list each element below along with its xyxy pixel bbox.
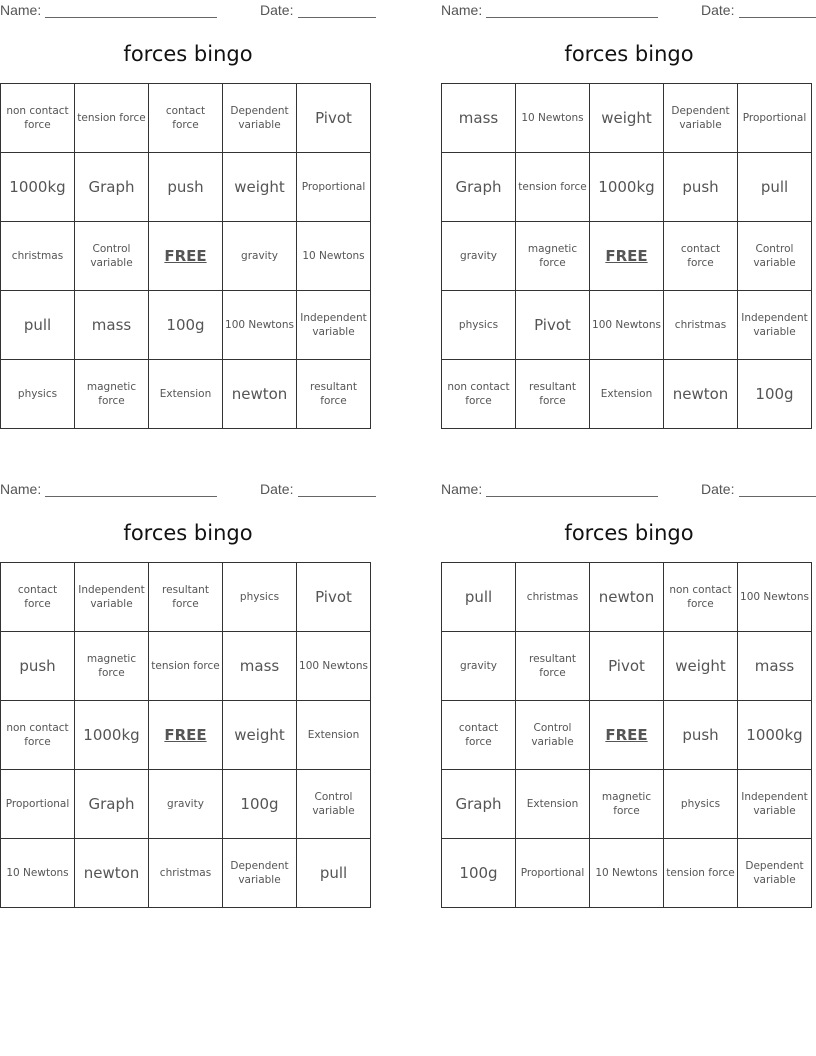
name-label: Name: bbox=[441, 2, 483, 18]
bingo-cell: push bbox=[149, 153, 223, 222]
free-space-cell: FREE bbox=[590, 701, 664, 770]
bingo-cell: resultant force bbox=[516, 360, 590, 429]
name-label: Name: bbox=[0, 481, 42, 497]
bingo-row bbox=[1, 360, 371, 429]
bingo-cell: Dependent variable bbox=[664, 84, 738, 153]
bingo-cell: 100 Newtons bbox=[297, 632, 371, 701]
bingo-cell: gravity bbox=[442, 632, 516, 701]
bingo-cell: resultant force bbox=[516, 632, 590, 701]
bingo-grid bbox=[441, 562, 812, 908]
bingo-cell: contact force bbox=[442, 701, 516, 770]
bingo-cell: Extension bbox=[516, 770, 590, 839]
bingo-row bbox=[1, 291, 371, 360]
date-label: Date: bbox=[260, 481, 294, 497]
bingo-grid bbox=[441, 83, 812, 429]
bingo-row bbox=[442, 222, 812, 291]
bingo-row bbox=[442, 770, 812, 839]
bingo-cell: physics bbox=[442, 291, 516, 360]
bingo-cell: 1000kg bbox=[738, 701, 812, 770]
card-header bbox=[0, 481, 376, 499]
bingo-cell: Control variable bbox=[297, 770, 371, 839]
bingo-cell: weight bbox=[664, 632, 738, 701]
name-line bbox=[486, 17, 658, 18]
bingo-cell: 100 Newtons bbox=[223, 291, 297, 360]
free-space-cell: FREE bbox=[590, 222, 664, 291]
name-line bbox=[45, 496, 217, 497]
bingo-cell: christmas bbox=[149, 839, 223, 908]
bingo-row bbox=[442, 632, 812, 701]
date-line bbox=[739, 496, 816, 497]
bingo-row bbox=[442, 563, 812, 632]
bingo-cell: 100g bbox=[442, 839, 516, 908]
bingo-row bbox=[1, 701, 371, 770]
bingo-cell: pull bbox=[442, 563, 516, 632]
bingo-cell: resultant force bbox=[297, 360, 371, 429]
bingo-cell: Control variable bbox=[516, 701, 590, 770]
bingo-cell: Dependent variable bbox=[738, 839, 812, 908]
bingo-cell: Independent variable bbox=[297, 291, 371, 360]
bingo-grid bbox=[0, 562, 371, 908]
bingo-row bbox=[1, 632, 371, 701]
bingo-cell: mass bbox=[442, 84, 516, 153]
bingo-cell: non contact force bbox=[664, 563, 738, 632]
date-label: Date: bbox=[701, 481, 735, 497]
bingo-cell: magnetic force bbox=[590, 770, 664, 839]
bingo-cell: tension force bbox=[664, 839, 738, 908]
bingo-cell: physics bbox=[223, 563, 297, 632]
bingo-cell: Dependent variable bbox=[223, 839, 297, 908]
bingo-row bbox=[442, 84, 812, 153]
date-line bbox=[298, 17, 376, 18]
bingo-cell: gravity bbox=[223, 222, 297, 291]
bingo-cell: gravity bbox=[149, 770, 223, 839]
bingo-cell: tension force bbox=[149, 632, 223, 701]
bingo-cell: physics bbox=[1, 360, 75, 429]
bingo-cell: newton bbox=[664, 360, 738, 429]
bingo-cell: magnetic force bbox=[516, 222, 590, 291]
bingo-cell: Proportional bbox=[297, 153, 371, 222]
bingo-row bbox=[442, 153, 812, 222]
bingo-cell: weight bbox=[223, 153, 297, 222]
date-line bbox=[298, 496, 376, 497]
bingo-row bbox=[1, 563, 371, 632]
bingo-cell: newton bbox=[590, 563, 664, 632]
name-label: Name: bbox=[441, 481, 483, 497]
bingo-cell: magnetic force bbox=[75, 360, 149, 429]
card-header bbox=[0, 2, 376, 20]
card-header bbox=[441, 2, 816, 20]
bingo-row bbox=[1, 84, 371, 153]
bingo-row bbox=[442, 839, 812, 908]
bingo-cell: Proportional bbox=[516, 839, 590, 908]
bingo-cell: Extension bbox=[590, 360, 664, 429]
card-title: forces bingo bbox=[564, 521, 694, 545]
card-title: forces bingo bbox=[123, 42, 253, 66]
bingo-cell: weight bbox=[590, 84, 664, 153]
bingo-cell: 10 Newtons bbox=[516, 84, 590, 153]
date-line bbox=[739, 17, 816, 18]
bingo-cell: mass bbox=[738, 632, 812, 701]
bingo-cell: 1000kg bbox=[75, 701, 149, 770]
bingo-cell: christmas bbox=[664, 291, 738, 360]
bingo-cell: 1000kg bbox=[1, 153, 75, 222]
bingo-cell: Pivot bbox=[590, 632, 664, 701]
bingo-row bbox=[1, 222, 371, 291]
bingo-cell: non contact force bbox=[1, 84, 75, 153]
free-space-cell: FREE bbox=[149, 701, 223, 770]
bingo-cell: 100g bbox=[149, 291, 223, 360]
bingo-cell: Pivot bbox=[516, 291, 590, 360]
bingo-cell: Control variable bbox=[75, 222, 149, 291]
bingo-row bbox=[442, 701, 812, 770]
bingo-cell: pull bbox=[738, 153, 812, 222]
bingo-cell: Pivot bbox=[297, 84, 371, 153]
bingo-cell: newton bbox=[75, 839, 149, 908]
bingo-cell: 1000kg bbox=[590, 153, 664, 222]
bingo-cell: Independent variable bbox=[738, 770, 812, 839]
date-label: Date: bbox=[260, 2, 294, 18]
name-label: Name: bbox=[0, 2, 42, 18]
bingo-cell: pull bbox=[297, 839, 371, 908]
bingo-cell: 10 Newtons bbox=[590, 839, 664, 908]
bingo-cell: Independent variable bbox=[75, 563, 149, 632]
bingo-cell: contact force bbox=[149, 84, 223, 153]
card-title: forces bingo bbox=[123, 521, 253, 545]
bingo-cell: magnetic force bbox=[75, 632, 149, 701]
bingo-row bbox=[1, 153, 371, 222]
bingo-cell: push bbox=[664, 153, 738, 222]
bingo-cell: Pivot bbox=[297, 563, 371, 632]
bingo-cell: push bbox=[1, 632, 75, 701]
bingo-cell: Graph bbox=[442, 153, 516, 222]
bingo-cell: contact force bbox=[1, 563, 75, 632]
bingo-cell: 10 Newtons bbox=[1, 839, 75, 908]
bingo-cell: Independent variable bbox=[738, 291, 812, 360]
bingo-cell: tension force bbox=[516, 153, 590, 222]
free-space-cell: FREE bbox=[149, 222, 223, 291]
bingo-cell: non contact force bbox=[1, 701, 75, 770]
bingo-cell: gravity bbox=[442, 222, 516, 291]
bingo-cell: 100 Newtons bbox=[590, 291, 664, 360]
bingo-cell: 10 Newtons bbox=[297, 222, 371, 291]
bingo-cell: weight bbox=[223, 701, 297, 770]
bingo-cell: physics bbox=[664, 770, 738, 839]
bingo-cell: Proportional bbox=[1, 770, 75, 839]
bingo-cell: 100g bbox=[223, 770, 297, 839]
bingo-cell: Graph bbox=[75, 770, 149, 839]
bingo-cell: newton bbox=[223, 360, 297, 429]
date-label: Date: bbox=[701, 2, 735, 18]
bingo-cell: Control variable bbox=[738, 222, 812, 291]
bingo-cell: contact force bbox=[664, 222, 738, 291]
bingo-cell: mass bbox=[223, 632, 297, 701]
bingo-cell: christmas bbox=[516, 563, 590, 632]
bingo-cell: Graph bbox=[75, 153, 149, 222]
bingo-cell: Graph bbox=[442, 770, 516, 839]
bingo-row bbox=[1, 839, 371, 908]
name-line bbox=[45, 17, 217, 18]
bingo-grid bbox=[0, 83, 371, 429]
bingo-cell: christmas bbox=[1, 222, 75, 291]
bingo-cell: tension force bbox=[75, 84, 149, 153]
bingo-cell: Extension bbox=[297, 701, 371, 770]
card-title: forces bingo bbox=[564, 42, 694, 66]
bingo-cell: Extension bbox=[149, 360, 223, 429]
bingo-cell: pull bbox=[1, 291, 75, 360]
bingo-cell: 100 Newtons bbox=[738, 563, 812, 632]
bingo-cell: push bbox=[664, 701, 738, 770]
bingo-row bbox=[442, 360, 812, 429]
bingo-row bbox=[442, 291, 812, 360]
bingo-cell: resultant force bbox=[149, 563, 223, 632]
bingo-cell: mass bbox=[75, 291, 149, 360]
bingo-cell: Dependent variable bbox=[223, 84, 297, 153]
name-line bbox=[486, 496, 658, 497]
bingo-row bbox=[1, 770, 371, 839]
bingo-cell: 100g bbox=[738, 360, 812, 429]
bingo-cell: non contact force bbox=[442, 360, 516, 429]
card-header bbox=[441, 481, 816, 499]
bingo-cell: Proportional bbox=[738, 84, 812, 153]
